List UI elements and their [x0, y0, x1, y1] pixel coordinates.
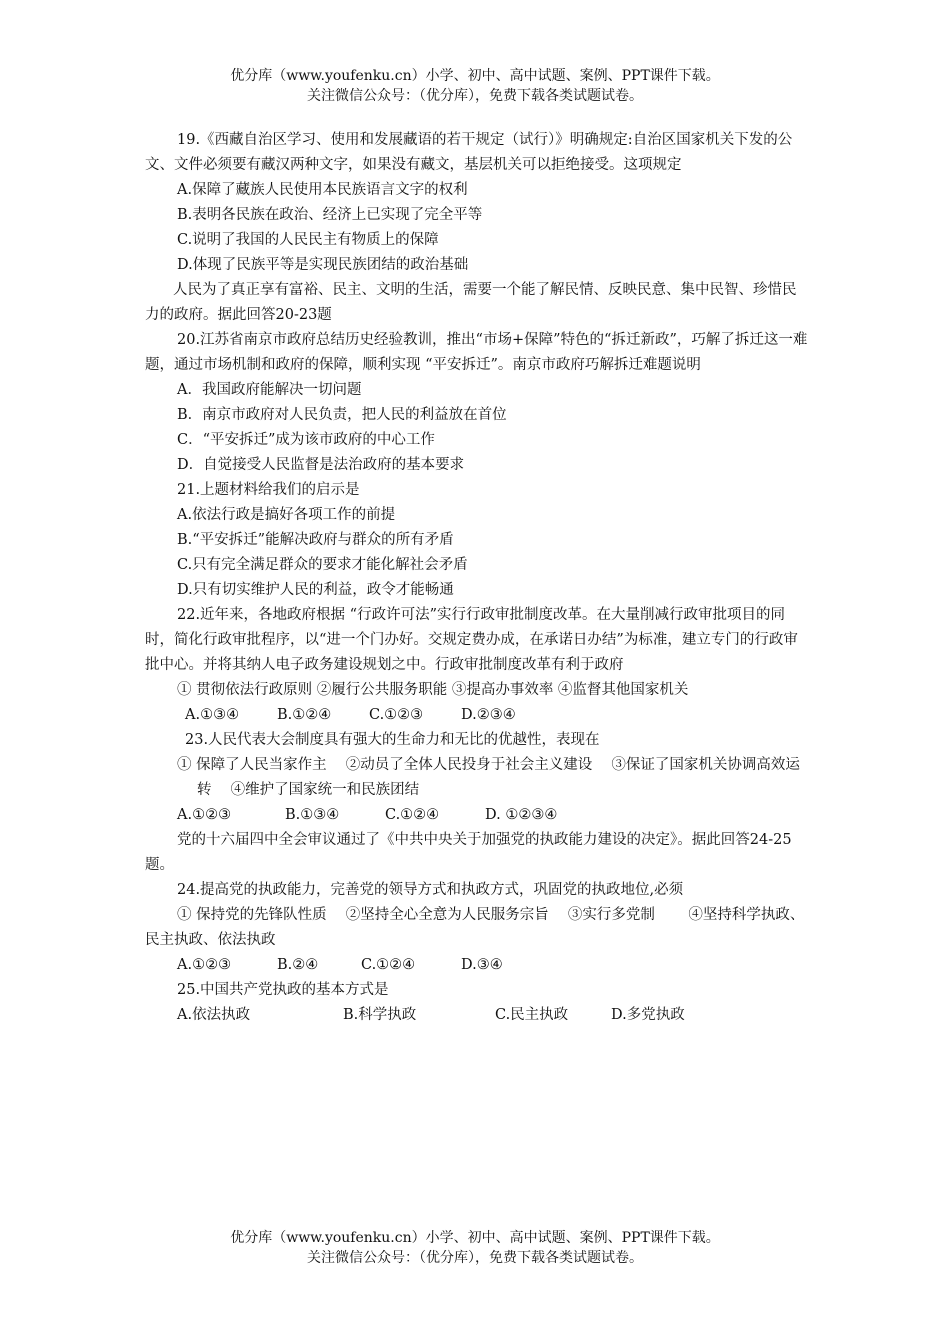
q20-stem: 20.江苏省南京市政府总结历史经验教训，推出“市场+保障”特色的“拆迁新政”，巧解了拆迁这一难题，通过市场机制和政府的保障，顺利实现 “平安拆迁”。南京市政府巧解拆迁难题说明 — [145, 332, 808, 373]
q25-options — [145, 1003, 810, 1028]
header-line-1: 优分库（www.youfenku.cn）小学、初中、高中试题、案例、PPT课件下载。 — [230, 68, 720, 84]
q24-option-a: A.①②③ — [177, 957, 232, 973]
q21-option-a: A.依法行政是搞好各项工作的前提 — [177, 507, 396, 523]
q22-items: ① 贯彻依法行政原则 ②履行公共服务职能 ③提高办事效率 ④监督其他国家机关 — [177, 682, 689, 698]
q22-option-d: D.②③④ — [461, 707, 516, 723]
q20-option-d: D．自觉接受人民监督是法治政府的基本要求 — [177, 457, 465, 473]
q23-items: ① 保障了人民当家作主 ②动员了全体人民投身于社会主义建设 ③保证了国家机关协调高效运转 ④维护了国家统一和民族团结 — [177, 757, 800, 798]
q22-option-b: B.①②④ — [277, 707, 332, 723]
q23-stem: 23.人民代表大会制度具有强大的生命力和无比的优越性，表现在 — [185, 732, 600, 748]
q20-option-c: C．“平安拆迁”成为该市政府的中心工作 — [177, 432, 435, 448]
q19-option-b: B.表明各民族在政治、经济上已实现了完全平等 — [177, 207, 483, 223]
q24-items: ① 保持党的先锋队性质 ②坚持全心全意为人民服务宗旨 ③实行多党制 ④坚持科学执政、民主执政、依法执政 — [145, 907, 805, 948]
q22-option-a: A.①③④ — [185, 707, 240, 723]
q25-option-d: D.多党执政 — [611, 1007, 685, 1023]
header-line-2: 关注微信公众号：（优分库），免费下载各类试题试卷。 — [307, 88, 643, 104]
page-header — [0, 66, 950, 106]
q24-options — [145, 953, 810, 978]
footer-line-1: 优分库（www.youfenku.cn）小学、初中、高中试题、案例、PPT课件下载。 — [230, 1230, 720, 1246]
q19-option-d: D.体现了民族平等是实现民族团结的政治基础 — [177, 257, 469, 273]
q21-option-c: C.只有完全满足群众的要求才能化解社会矛盾 — [177, 557, 468, 573]
q25-option-c: C.民主执政 — [495, 1007, 569, 1023]
q23-option-a: A.①②③ — [177, 807, 232, 823]
q25-stem: 25.中国共产党执政的基本方式是 — [177, 982, 389, 998]
q22-option-c: C.①②③ — [369, 707, 424, 723]
q23-option-c: C.①②④ — [385, 807, 440, 823]
q24-option-b: B.②④ — [277, 957, 319, 973]
q24-stem: 24.提高党的执政能力，完善党的领导方式和执政方式，巩固党的执政地位,必须 — [177, 882, 684, 898]
footer-line-2: 关注微信公众号：（优分库），免费下载各类试题试卷。 — [307, 1250, 643, 1266]
q24-option-d: D.③④ — [461, 957, 503, 973]
q24-option-c: C.①②④ — [361, 957, 416, 973]
intro-20-23: 人民为了真正享有富裕、民主、文明的生活，需要一个能了解民情、反映民意、集中民智、珍惜民力的政府。据此回答20-23题 — [145, 282, 797, 323]
q21-option-d: D.只有切实维护人民的利益，政令才能畅通 — [177, 582, 454, 598]
q23-option-b: B.①③④ — [285, 807, 340, 823]
q19-option-c: C.说明了我国的人民民主有物质上的保障 — [177, 232, 439, 248]
q25-option-b: B.科学执政 — [343, 1007, 417, 1023]
page-footer — [0, 1228, 950, 1268]
q20-option-a: A．我国政府能解决一切问题 — [177, 382, 362, 398]
q21-stem: 21.上题材料给我们的启示是 — [177, 482, 360, 498]
q19-stem: 19.《西藏自治区学习、使用和发展藏语的若干规定（试行）》明确规定:自治区国家机关下发的公文、文件必须要有藏汉两种文字，如果没有藏文，基层机关可以拒绝接受。这项规定 — [145, 132, 793, 173]
q25-option-a: A.依法执政 — [177, 1007, 251, 1023]
document-body — [145, 128, 810, 1028]
q22-options — [145, 703, 810, 728]
q23-options — [145, 803, 810, 828]
q20-option-b: B．南京市政府对人民负责，把人民的利益放在首位 — [177, 407, 507, 423]
intro-24-25: 党的十六届四中全会审议通过了《中共中央关于加强党的执政能力建设的决定》。据此回答24-25题。 — [145, 832, 792, 873]
q23-option-d: D. ①②③④ — [485, 807, 558, 823]
q21-option-b: B.“平安拆迁”能解决政府与群众的所有矛盾 — [177, 532, 454, 548]
q19-option-a: A.保障了藏族人民使用本民族语言文字的权利 — [177, 182, 468, 198]
q22-stem: 22.近年来，各地政府根据 “行政许可法”实行行政审批制度改革。在大量削减行政审批项目的同时，简化行政审批程序，以“进一个门办好。交规定费办成，在承诺日办结”为标准，建立专门的行政审批中心。并将其纳人电子政务建设规划之中。行政审批制度改革有利于政府 — [145, 607, 798, 673]
